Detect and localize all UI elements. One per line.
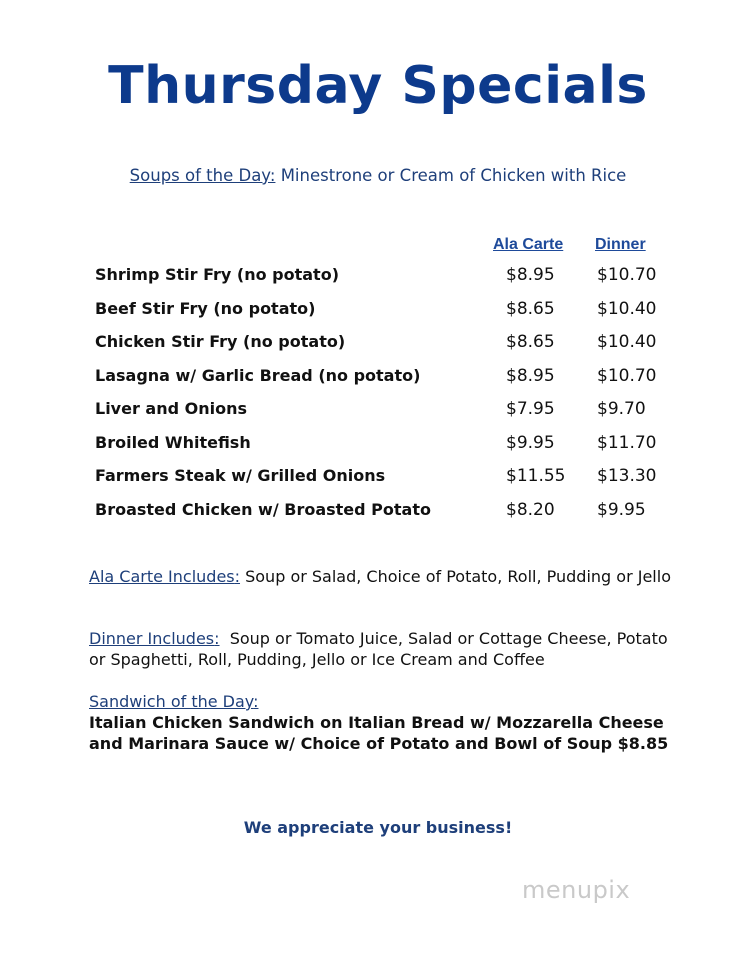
menu-item — [0, 265, 756, 295]
item-name: Beef Stir Fry (no potato) — [95, 299, 316, 318]
dinner-price: $10.70 — [597, 265, 657, 285]
ala-carte-includes: Ala Carte Includes: Soup or Salad, Choice of Potato, Roll, Pudding or Jello — [89, 567, 671, 586]
dinner-price: $13.30 — [597, 466, 657, 486]
menu-item — [0, 366, 756, 396]
sandwich-of-the-day: Sandwich of the Day: Italian Chicken Sandwich on Italian Bread w/ Mozzarella Cheese and Marinara Sauce w/ Choice of Potato and Bowl of Soup $8.85 — [89, 691, 679, 754]
ala-carte-price: $8.65 — [506, 332, 555, 352]
dinner-price: $10.70 — [597, 366, 657, 386]
ala-carte-price: $8.95 — [506, 366, 555, 386]
ala-carte-includes-text: Soup or Salad, Choice of Potato, Roll, Pudding or Jello — [245, 567, 671, 586]
dinner-column-header: Dinner — [595, 236, 646, 253]
menu-item — [0, 299, 756, 329]
dinner-includes-label: Dinner Includes — [89, 629, 215, 648]
sandwich-label: Sandwich of the Day — [89, 692, 254, 711]
menu-item — [0, 399, 756, 429]
menu-item — [0, 433, 756, 463]
item-name: Broasted Chicken w/ Broasted Potato — [95, 500, 431, 519]
ala-carte-price: $9.95 — [506, 433, 555, 453]
ala-carte-price: $8.20 — [506, 500, 555, 520]
item-name: Lasagna w/ Garlic Bread (no potato) — [95, 366, 421, 385]
item-name: Liver and Onions — [95, 399, 248, 418]
dinner-includes-text: Soup or Tomato Juice, Salad or Cottage Cheese, Potato or Spaghetti, Roll, Pudding, Jello or Ice Cream and Coffee — [89, 629, 668, 669]
item-name: Shrimp Stir Fry (no potato) — [95, 265, 340, 284]
sandwich-text: Italian Chicken Sandwich on Italian Bread w/ Mozzarella Cheese and Marinara Sauce w/ Choice of Potato and Bowl of Soup $8.85 — [89, 713, 669, 753]
dinner-includes: Dinner Includes: Soup or Tomato Juice, Salad or Cottage Cheese, Potato or Spaghetti, Roll, Pudding, Jello or Ice Cream and Coffee — [89, 629, 668, 669]
ala-carte-price: $11.55 — [506, 466, 566, 486]
page-title: Thursday Specials — [108, 56, 648, 116]
item-name: Broiled Whitefish — [95, 433, 251, 452]
dinner-price: $10.40 — [597, 299, 657, 319]
dinner-price: $9.70 — [597, 399, 646, 419]
ala-carte-price: $8.65 — [506, 299, 555, 319]
menu-item — [0, 500, 756, 530]
menu-item — [0, 466, 756, 496]
item-name: Farmers Steak w/ Grilled Onions — [95, 466, 386, 485]
soups-text: Minestrone or Cream of Chicken with Rice — [280, 166, 627, 185]
dinner-price: $10.40 — [597, 332, 657, 352]
item-name: Chicken Stir Fry (no potato) — [95, 332, 346, 351]
dinner-price: $9.95 — [597, 500, 646, 520]
menupix-watermark: menupix — [522, 876, 631, 904]
dinner-price: $11.70 — [597, 433, 657, 453]
thank-you-message: We appreciate your business! — [243, 818, 513, 837]
ala-carte-price: $8.95 — [506, 265, 555, 285]
ala-carte-includes-label: Ala Carte Includes — [89, 567, 235, 586]
ala-carte-price: $7.95 — [506, 399, 555, 419]
soups-label: Soups of the Day: — [129, 166, 276, 185]
ala-carte-column-header: Ala Carte — [493, 236, 564, 253]
soups-of-the-day — [0, 166, 756, 185]
menu-item — [0, 332, 756, 362]
